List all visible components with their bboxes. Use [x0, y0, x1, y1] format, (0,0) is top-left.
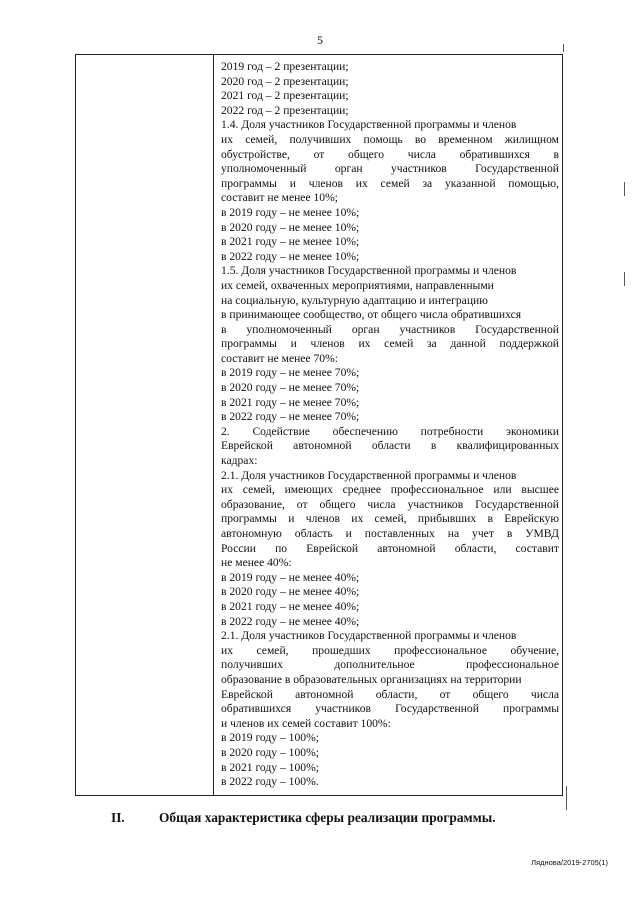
table-line: в 2020 году – не менее 40%;	[221, 585, 360, 599]
table-line: уполномоченный орган участников Государственной	[221, 162, 559, 176]
table-line: обратившихся участников Государственной программы	[221, 702, 559, 716]
table-line: программы и членов их семей, прибывших в Еврейскую	[221, 512, 559, 526]
indicators-cell	[221, 60, 559, 790]
table-line: программы и членов их семей за данной поддержкой	[221, 337, 559, 351]
table-line: 2019 год – 2 презентации;	[221, 60, 349, 73]
scan-mark	[563, 44, 564, 52]
table-line: 1.4. Доля участников Государственной программы и членов	[221, 118, 517, 132]
table-line: получивших дополнительное профессиональное	[221, 658, 559, 672]
table-line: 2.1. Доля участников Государственной программы и членов	[221, 629, 517, 643]
table-line: их семей, охваченных мероприятиями, направленными	[221, 278, 494, 292]
table-line: составит не менее 10%;	[221, 191, 338, 205]
table-line: составит не менее 70%:	[221, 351, 338, 365]
table-line: Еврейской автономной области, от общего числа	[221, 687, 559, 701]
table-line: 2020 год – 2 презентации;	[221, 74, 349, 88]
table-line: в 2021 году – не менее 10%;	[221, 235, 360, 249]
table-line: не менее 40%:	[221, 556, 292, 570]
table-line: их семей, прошедших профессиональное обучение,	[221, 643, 559, 657]
table-line: в 2021 году – не менее 40%;	[221, 599, 360, 613]
table-line: 2022 год – 2 презентации;	[221, 103, 349, 117]
table-line: 2.1. Доля участников Государственной программы и членов	[221, 468, 517, 482]
page-number: 5	[317, 33, 323, 47]
table-line: 2. Содействие обеспечению потребности экономики	[221, 424, 559, 438]
table-line: и членов их семей составит 100%:	[221, 716, 391, 730]
table-line: в 2022 году – 100%.	[221, 775, 319, 789]
section-heading	[111, 810, 581, 826]
table-line: образование, от общего числа участников Государственной	[221, 497, 559, 511]
table-line: в 2021 году – 100%;	[221, 760, 319, 774]
table-line: в 2022 году – не менее 40%;	[221, 614, 360, 628]
table-line: их семей, получивших помощь во временном жилищном	[221, 132, 559, 146]
table-line: в уполномоченный орган участников Государственной	[221, 322, 559, 336]
scan-mark	[624, 272, 625, 286]
table-line: 1.5. Доля участников Государственной программы и членов	[221, 264, 517, 278]
section-title: Общая характеристика сферы реализации программы.	[159, 810, 496, 825]
table-line: в 2020 году – 100%;	[221, 745, 319, 759]
table-line: в 2019 году – не менее 70%;	[221, 366, 360, 380]
indicators-table	[75, 54, 563, 796]
table-line: в принимающее сообщество, от общего числа обратившихся	[221, 308, 522, 322]
table-line: в 2019 году – не менее 40%;	[221, 570, 360, 584]
table-line: в 2019 году – 100%;	[221, 731, 319, 745]
table-line: автономную область и поставленных на учет в УМВД	[221, 527, 559, 540]
table-line: в 2019 году – не менее 10%;	[221, 205, 360, 219]
table-line: Еврейской автономной области в квалифицированных	[221, 439, 559, 453]
table-column-divider	[213, 55, 214, 795]
scan-mark	[566, 786, 567, 810]
table-line: обустройстве, от общего числа обратившихся в	[221, 147, 559, 161]
table-line: в 2020 году – не менее 70%;	[221, 381, 360, 395]
document-code: Ляднова/2019-2705(1)	[531, 858, 608, 867]
section-number: II.	[111, 810, 125, 825]
table-line: их семей, имеющих среднее профессиональное или высшее	[221, 483, 559, 497]
table-line: на социальную, культурную адаптацию и интеграцию	[221, 293, 488, 307]
table-line: в 2022 году – не менее 10%;	[221, 249, 360, 263]
table-line: в 2022 году – не менее 70%;	[221, 410, 360, 424]
table-line: в 2021 году – не менее 70%;	[221, 395, 360, 409]
table-line: программы и членов их семей за указанной помощью,	[221, 176, 559, 190]
table-line: России по Еврейской автономной области, составит	[221, 541, 559, 555]
table-line: в 2020 году – не менее 10%;	[221, 220, 360, 234]
table-line: 2021 год – 2 презентации;	[221, 89, 349, 103]
table-line: кадрах:	[221, 454, 258, 468]
table-line: образование в образовательных организациях на территории	[221, 672, 522, 686]
scan-mark	[624, 182, 625, 196]
